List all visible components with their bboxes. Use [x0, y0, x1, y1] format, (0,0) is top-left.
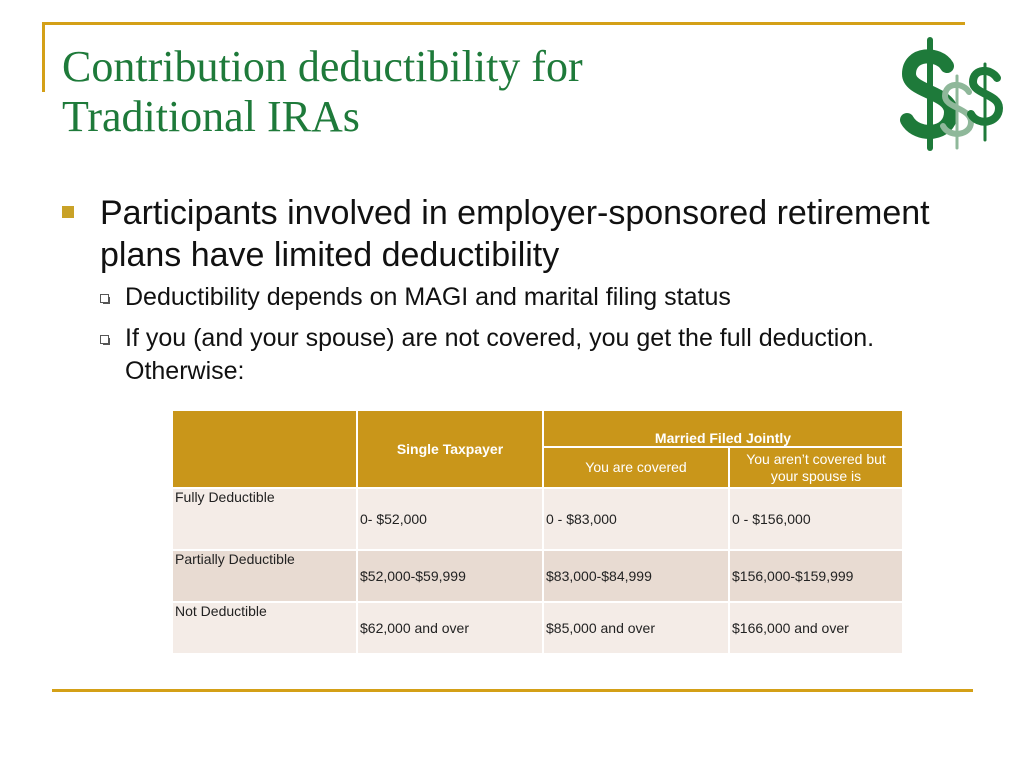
- covered-value: $85,000 and over: [543, 602, 729, 654]
- covered-value: 0 - $83,000: [543, 488, 729, 550]
- spouse-value: $156,000-$159,999: [729, 550, 903, 602]
- married-filed-jointly-header: Married Filed Jointly: [543, 410, 903, 447]
- sub-bullet-text: If you (and your spouse) are not covered, you get the full deduction. Otherwise:: [125, 324, 875, 385]
- sub-bullet-2: [100, 322, 962, 388]
- table-row: [172, 602, 903, 654]
- left-border-line: [42, 22, 45, 92]
- single-taxpayer-header: Single Taxpayer: [357, 410, 543, 488]
- sub-bullet-text: Deductibility depends on MAGI and marital filing status: [125, 283, 731, 311]
- single-value: $62,000 and over: [357, 602, 543, 654]
- row-label: Fully Deductible: [172, 488, 357, 550]
- dollar-signs-logo-icon: [895, 36, 1007, 154]
- table-corner-cell: [172, 410, 357, 488]
- single-value: $52,000-$59,999: [357, 550, 543, 602]
- row-label: Partially Deductible: [172, 550, 357, 602]
- spouse-covered-header: You aren’t covered but your spouse is: [729, 447, 903, 488]
- top-border-line: [42, 22, 965, 25]
- sub-bullet-1: [100, 281, 962, 314]
- you-are-covered-header: You are covered: [543, 447, 729, 488]
- slide-title: [62, 42, 762, 142]
- row-label: Not Deductible: [172, 602, 357, 654]
- main-bullet-text: Participants involved in employer-sponsored retirement plans have limited deductibility: [100, 194, 930, 274]
- title-line-2: Traditional IRAs: [62, 92, 360, 141]
- box-bullet-icon: [100, 335, 109, 344]
- table-row: [172, 488, 903, 550]
- covered-value: $83,000-$84,999: [543, 550, 729, 602]
- spouse-value: $166,000 and over: [729, 602, 903, 654]
- square-bullet-icon: [62, 206, 74, 218]
- single-value: 0- $52,000: [357, 488, 543, 550]
- bullet-list: [62, 192, 962, 388]
- bottom-border-line: [52, 689, 973, 692]
- table-row: [172, 550, 903, 602]
- deductibility-table: [171, 409, 904, 655]
- box-bullet-icon: [100, 294, 109, 303]
- spouse-value: 0 - $156,000: [729, 488, 903, 550]
- main-bullet: [62, 192, 962, 276]
- title-line-1: Contribution deductibility for: [62, 42, 583, 91]
